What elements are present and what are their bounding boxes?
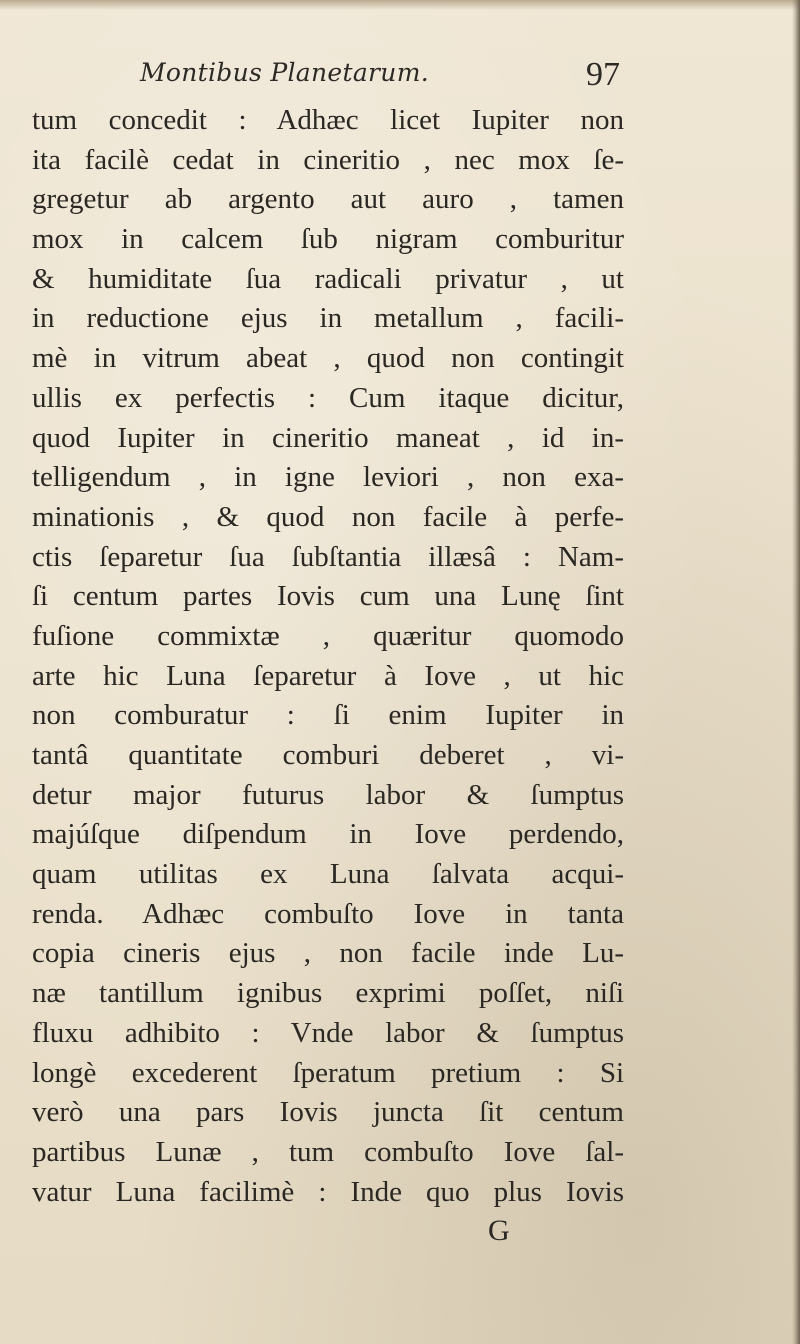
text-line: non comburatur : ſi enim Iupiter in [32,699,624,732]
signature-mark: G [488,1214,510,1247]
text-line: longè excederent ſperatum pretium : Si [32,1056,624,1089]
text-line: ſi centum partes Iovis cum una Lunę ſint [32,580,624,613]
text-line: fuſione commixtæ , quæritur quomodo [32,619,624,652]
text-line: in reductione ejus in metallum , facili- [32,302,624,335]
page-number: 97 [586,56,620,93]
text-line: gregetur ab argento aut auro , tamen [32,183,624,216]
text-line: arte hic Luna ſeparetur à Iove , ut hic [32,659,624,692]
text-line: verò una pars Iovis juncta ſit centum [32,1096,624,1129]
page-right-edge [792,0,800,1344]
text-line: renda. Adhæc combuſto Iove in tanta [32,897,624,930]
text-line: quod Iupiter in cineritio maneat , id in- [32,421,624,454]
text-line: telligendum , in igne leviori , non exa- [32,461,624,494]
text-line: minationis , & quod non facile à perfe- [32,500,624,533]
text-line: majúſque diſpendum in Iove perdendo, [32,818,624,851]
header-title: Montibus Planetarum. [140,58,429,87]
text-line: ctis ſeparetur ſua ſubſtantia illæsâ : Nam- [32,540,624,573]
running-head [140,58,620,98]
text-line: tantâ quantitate comburi deberet , vi- [32,739,624,771]
text-line: ita facilè cedat in cineritio , nec mox ſe- [32,143,624,176]
text-line: & humiditate ſua radicali privatur , ut [32,262,624,295]
text-line: ullis ex perfectis : Cum itaque dicitur, [32,381,624,414]
text-line: fluxu adhibito : Vnde labor & ſumptus [32,1016,624,1049]
text-line: partibus Lunæ , tum combuſto Iove ſal- [32,1135,624,1168]
text-line: vatur Luna facilimè : Inde quo plus Iovis [32,1175,624,1208]
page-top-edge [0,0,800,10]
text-line: detur major futurus labor & ſumptus [32,778,624,811]
text-line: mè in vitrum abeat , quod non contingit [32,342,624,375]
text-line: næ tantillum ignibus exprimi poſſet, niſi [32,977,624,1010]
body-text [32,101,624,1212]
text-line: quam utilitas ex Luna ſalvata acqui- [32,858,624,891]
text-line: mox in calcem ſub nigram comburitur [32,223,624,256]
text-line: tum concedit : Adhæc licet Iupiter non [32,104,624,136]
text-line: copia cineris ejus , non facile inde Lu- [32,937,624,970]
